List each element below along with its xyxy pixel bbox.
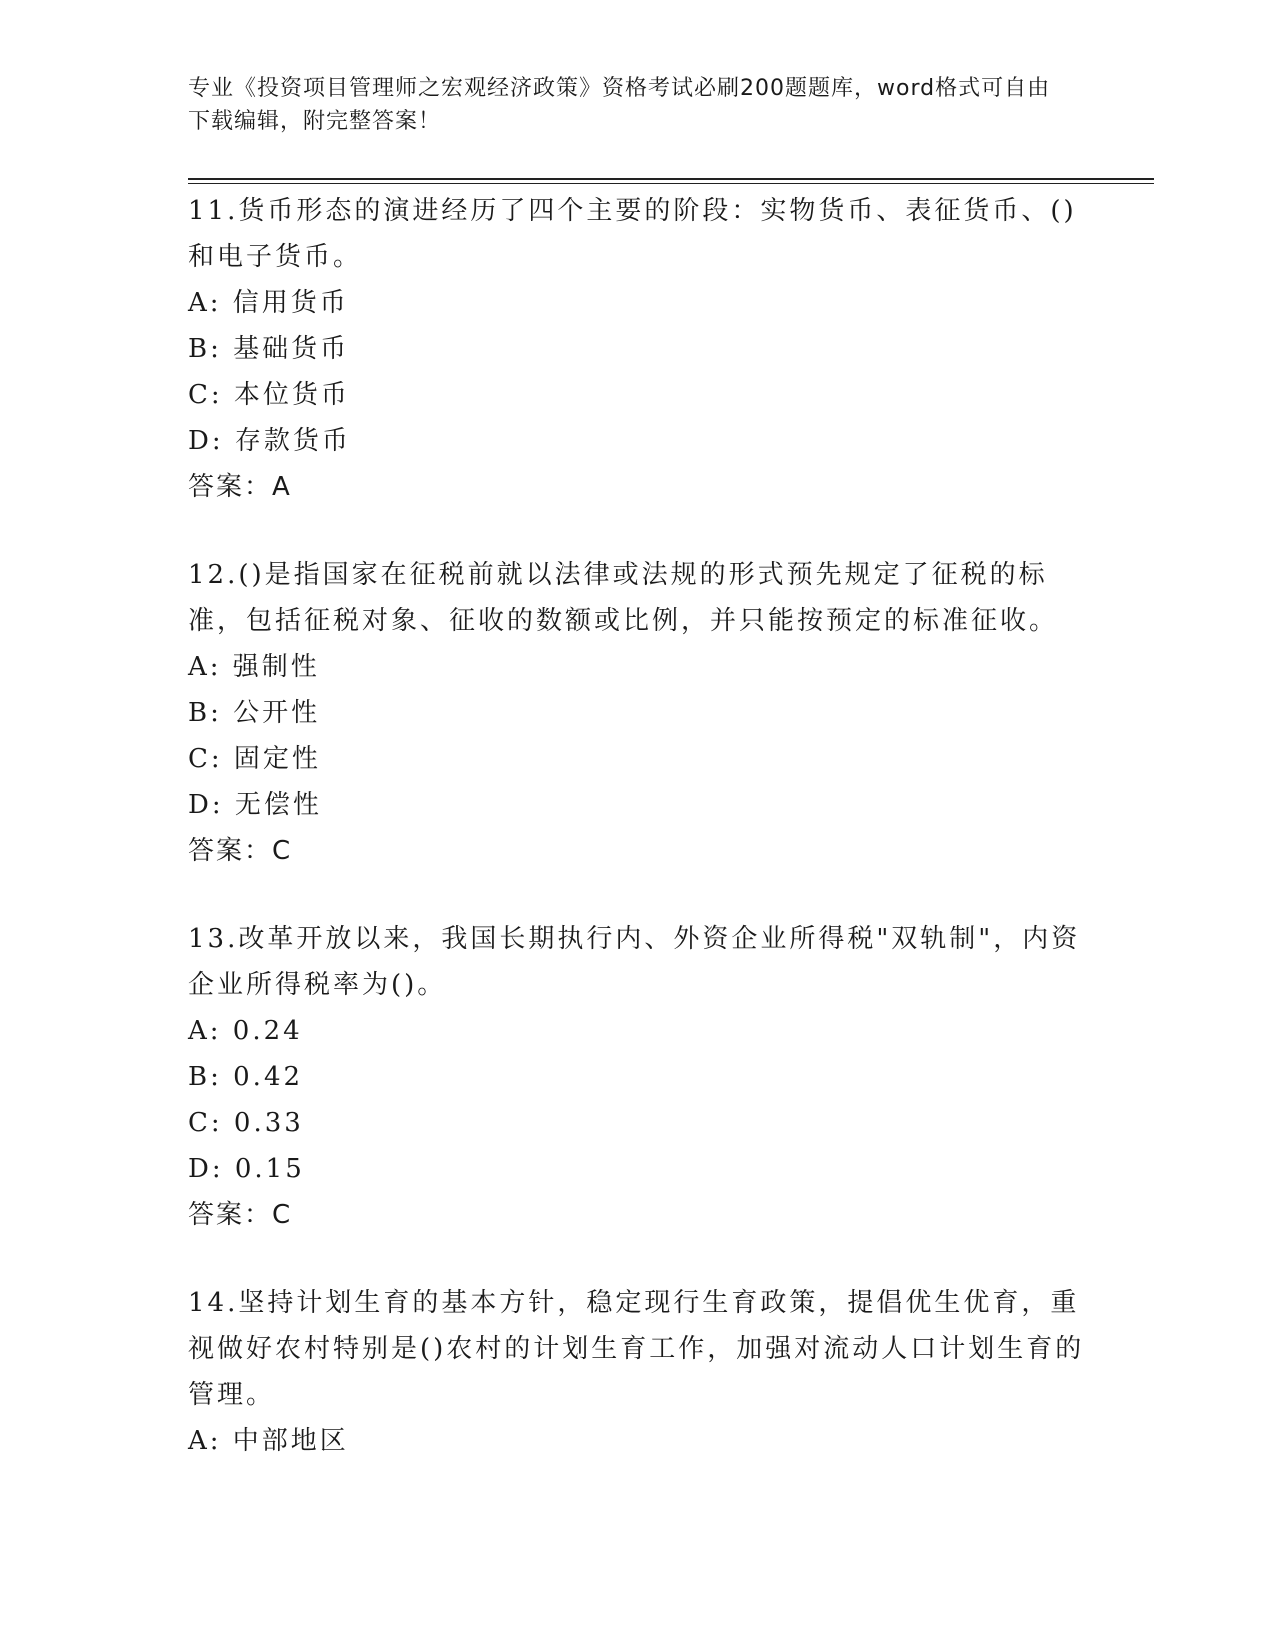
answer-line: 答案：A xyxy=(188,472,292,502)
header-divider-thin xyxy=(188,183,1154,184)
option-b: B: 0.42 xyxy=(188,1062,304,1092)
option-a: A: 中部地区 xyxy=(188,1426,349,1456)
question-13 xyxy=(188,916,1088,1238)
option-c: C: 本位货币 xyxy=(188,380,350,410)
option-a: A: 强制性 xyxy=(188,652,320,682)
header-note: 专业《投资项目管理师之宏观经济政策》资格考试必刷200题题库，word格式可自由下载编辑，附完整答案！ xyxy=(188,76,1051,134)
question-stem: 12.()是指国家在征税前就以法律或法规的形式预先规定了征税的标准，包括征税对象、征收的数额或比例，并只能按预定的标准征收。 xyxy=(188,560,1059,636)
answer-line: 答案：C xyxy=(188,836,293,866)
option-d: D: 0.15 xyxy=(188,1154,305,1184)
question-stem: 14.坚持计划生育的基本方针，稳定现行生育政策，提倡优生优育，重视做好农村特别是()农村的计划生育工作，加强对流动人口计划生育的管理。 xyxy=(188,1288,1085,1410)
option-a: A: 信用货币 xyxy=(188,288,349,318)
question-14 xyxy=(188,1280,1088,1464)
option-d: D: 存款货币 xyxy=(188,426,351,456)
header-divider-thick xyxy=(188,178,1154,180)
option-b: B: 基础货币 xyxy=(188,334,350,364)
option-c: C: 0.33 xyxy=(188,1108,304,1138)
question-list xyxy=(188,188,1088,1506)
question-11 xyxy=(188,188,1088,510)
option-b: B: 公开性 xyxy=(188,698,321,728)
question-stem: 11.货币形态的演进经历了四个主要的阶段：实物货币、表征货币、()和电子货币。 xyxy=(188,196,1077,272)
option-c: C: 固定性 xyxy=(188,744,321,774)
answer-line: 答案：C xyxy=(188,1200,293,1230)
question-12 xyxy=(188,552,1088,874)
option-d: D: 无偿性 xyxy=(188,790,322,820)
question-stem: 13.改革开放以来，我国长期执行内、外资企业所得税"双轨制"，内资企业所得税率为()。 xyxy=(188,924,1081,1000)
option-a: A: 0.24 xyxy=(188,1016,303,1046)
